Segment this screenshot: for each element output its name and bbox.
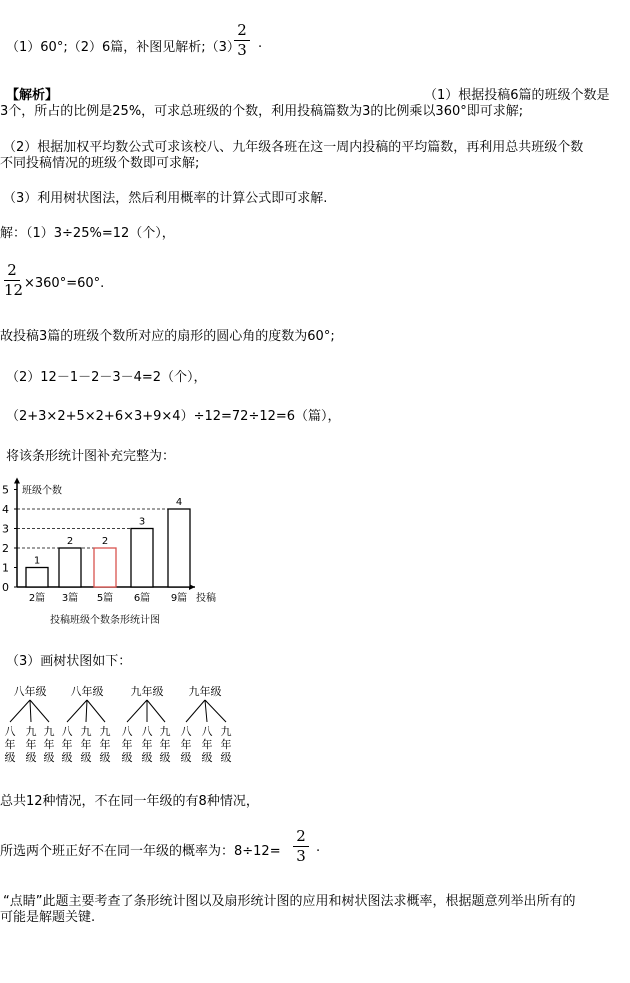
y-tick-label: 4 — [2, 503, 9, 516]
bar-chart — [0, 475, 240, 635]
tree-leaf-label: 九年级 — [159, 725, 171, 764]
tree-leaf-label: 八年级 — [121, 725, 133, 764]
solution-step5: （2+3×2+5×2+6×3+9×4）÷12=72÷12=6（篇）， — [6, 409, 341, 424]
x-tick-label: 9篇 — [170, 593, 188, 604]
tree-branch — [10, 700, 30, 722]
solution-step9: 所选两个班正好不在同一年级的概率为：8÷12= — [0, 844, 281, 859]
tree-root-label: 九年级 — [130, 685, 164, 698]
fraction-numerator: 2 — [7, 261, 17, 279]
y-tick-label: 3 — [2, 522, 9, 536]
analysis-heading: 【解析】 — [6, 88, 59, 103]
answer-text: （1）60°;（2）6篇，补图见解析;（3） — [6, 40, 240, 55]
fraction-numerator: 2 — [237, 21, 247, 39]
solution-step6: 将该条形统计图补充完整为： — [6, 449, 176, 464]
x-tick-label: 5篇 — [96, 593, 114, 604]
x-tick-label: 3篇 — [61, 593, 79, 604]
solution-step7: （3）画树状图如下： — [6, 654, 132, 669]
tree-branch — [30, 700, 31, 722]
analysis-p1-line2: 3个，所占的比例是25%，可求总班级的个数，利用投稿篇数为3的比例乘以360°即可求解; — [0, 104, 524, 119]
tree-branch — [147, 700, 165, 722]
bar — [131, 529, 153, 588]
tree-branch — [186, 700, 205, 722]
solution-step1: 解：（1）3÷25%=12（个）， — [0, 226, 175, 241]
tree-leaf-label: 九年级 — [80, 725, 92, 764]
x-axis-label: 投稿 — [196, 593, 216, 604]
solution-step2: ×360°=60°. — [24, 276, 105, 291]
solution-step3: 故投稿3篇的班级个数所对应的扇形的圆心角的度数为60°; — [0, 329, 335, 344]
comment-line2: 可能是解题关键. — [0, 910, 96, 925]
tree-branch — [205, 700, 226, 722]
tree-leaf-label: 八年级 — [4, 725, 16, 764]
y-axis-label: 班级个数 — [22, 485, 62, 497]
probability-period: . — [316, 840, 321, 855]
bar-value-label: 2 — [101, 536, 109, 547]
probability-fraction — [293, 828, 309, 865]
tree-leaf-label: 九年级 — [99, 725, 111, 764]
tree-root-label: 八年级 — [70, 685, 104, 698]
tree-leaf-label: 九年级 — [25, 725, 37, 764]
tree-branch — [87, 700, 105, 722]
tree-leaf-label: 九年级 — [43, 725, 55, 764]
tree-branch — [127, 700, 147, 722]
tree-branch — [67, 700, 87, 722]
bar-value-label: 1 — [33, 555, 41, 567]
answer-fraction — [234, 22, 250, 59]
solution-step4: （2）12－1－2－3－4=2（个）， — [6, 370, 207, 385]
bar — [59, 548, 81, 587]
answer-period: . — [258, 36, 263, 51]
comment-line1: “点睛”此题主要考查了条形统计图以及扇形统计图的应用和树状图法求概率，根据题意列举出所有的 — [3, 894, 576, 909]
tree-leaf-label: 八年级 — [201, 725, 213, 764]
fraction-numerator: 2 — [296, 827, 306, 845]
fraction-denominator: 12 — [4, 281, 24, 299]
analysis-p1-right: （1）根据投稿6篇的班级个数是 — [424, 88, 610, 103]
tree-root-label: 八年级 — [13, 685, 47, 698]
y-tick-label: 0 — [2, 581, 9, 594]
x-tick-label: 2篇 — [28, 593, 46, 604]
bar-value-label: 3 — [138, 516, 146, 528]
tree-branch — [205, 700, 207, 722]
analysis-p2-line2: 不同投稿情况的班级个数即可求解; — [0, 156, 200, 171]
solution-fraction — [4, 261, 24, 299]
y-tick-label: 5 — [2, 483, 9, 497]
tree-leaf-label: 八年级 — [180, 725, 192, 764]
y-tick-label: 1 — [2, 561, 9, 575]
tree-leaf-label: 八年级 — [141, 725, 153, 764]
bar — [94, 548, 116, 587]
tree-diagram — [0, 680, 250, 775]
bar — [168, 509, 190, 587]
tree-leaf-label: 九年级 — [220, 725, 232, 764]
bar-value-label: 2 — [66, 536, 74, 547]
fraction-denominator: 3 — [237, 41, 247, 59]
tree-leaf-label: 八年级 — [61, 725, 73, 764]
tree-root-label: 九年级 — [188, 685, 222, 698]
tree-branch — [86, 700, 87, 722]
fraction-denominator: 3 — [296, 847, 306, 865]
x-tick-label: 6篇 — [133, 593, 151, 604]
chart-title: 投稿班级个数条形统计图 — [50, 615, 160, 626]
y-axis-arrow — [14, 478, 20, 484]
answer-line — [6, 36, 240, 55]
analysis-p2-line1: （2）根据加权平均数公式可求该校八、九年级各班在这一周内投稿的平均篇数，再利用总共班级个数 — [3, 140, 584, 155]
analysis-p3: （3）利用树状图法，然后利用概率的计算公式即可求解. — [3, 191, 328, 206]
y-tick-label: 2 — [2, 542, 9, 555]
tree-branch — [30, 700, 49, 722]
bar-value-label: 4 — [175, 497, 183, 508]
solution-step8: 总共12种情况，不在同一年级的有8种情况， — [0, 794, 259, 809]
bar — [26, 568, 48, 588]
